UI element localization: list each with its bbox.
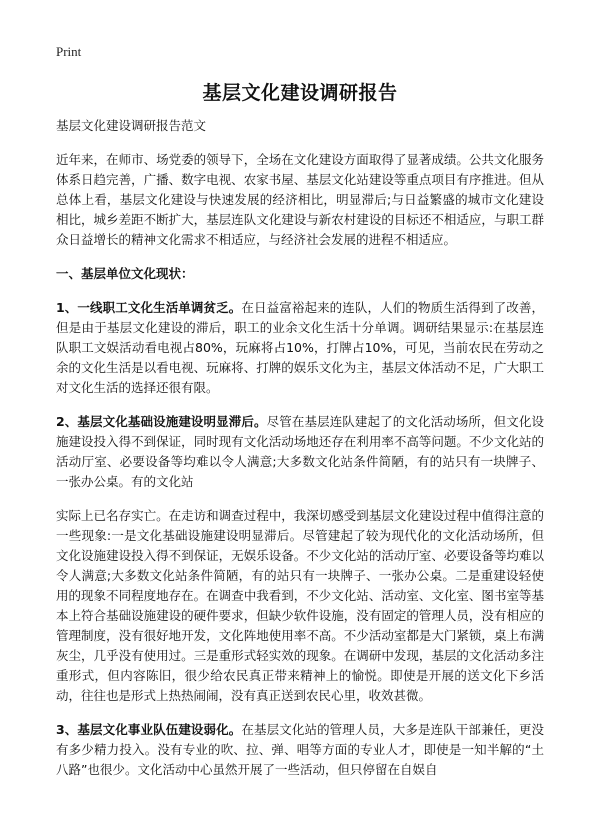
paragraph-3: 实际上已名存实亡。在走访和调查过程中，我深切感受到基层文化建设过程中值得注意的一些现象:一是文化基础设施建设明显滞后。尽管建起了较为现代化的文化活动场所，但文化设施建设投入得不到保证，无娱乐设备。不少文化站的活动厅室、必要设备等均难以令人满意;大多数文化站条件简陋，有的站只有一块牌子、一张办公桌。二是重建设轻使用的现象不同程度地存在。在调查中我看到，不少文化站、活动室、文化室、图书室等基本上符合基础设施建设的硬件要求，但缺少软件设施，没有固定的管理人员，没有相应的管理制度，没有很好地开发，文化阵地使用率不高。不少活动室都是大门紧锁，桌上布满灰尘，几乎没有使用过。三是重形式轻实效的现象。在调研中发现，基层的文化活动多注重形式，但内容陈旧，很少给农民真正带来精神上的愉悦。即使是开展的送文化下乡活动，往往也是形式上热热闹闹，没有真正送到农民心里，收效甚微。 <box>56 508 544 703</box>
print-label: Print <box>56 44 82 59</box>
section-heading: 一、基层单位文化现状： <box>56 266 194 281</box>
paragraph-4-lead: 3、基层文化事业队伍建设弱化。 <box>56 722 242 737</box>
paragraph-1-lead: 1、一线职工文化生活单调贫乏。 <box>56 300 242 315</box>
document-body <box>56 116 544 794</box>
document-title: 基层文化建设调研报告 <box>202 82 398 104</box>
paragraph-2-lead: 2、基层文化基础设施建设明显滞后。 <box>56 414 267 429</box>
paragraph-1 <box>56 298 544 398</box>
document-subtitle: 基层文化建设调研报告范文 <box>56 118 207 133</box>
paragraph-2 <box>56 412 544 492</box>
paragraph-2-body: 尽管在基层连队建起了的文化活动场所，但文化设施建设投入得不到保证，同时现有文化活动场地还存在利用率不高等问题。不少文化站的活动厅室、必要设备等均难以令人满意;大多数文化站条件简陋，有的站只有一块牌子、一张办公桌。有的文化站 <box>56 414 544 489</box>
paragraph-1-body: 在日益富裕起来的连队，人们的物质生活得到了改善，但是由于基层文化建设的滞后，职工的业余文化生活十分单调。调研结果显示:在基层连队职工文娱活动看电视占80%，玩麻将占10%，打牌占10%，可见，当前农民在劳动之余的文化生活是以看电视、玩麻将、打牌的娱乐文化为主，基层文体活动不足，广大职工对文化生活的选择还很有限。 <box>56 300 544 395</box>
paragraph-4 <box>56 720 544 780</box>
paragraph-4-body: 在基层文化站的管理人员，大多是连队干部兼任，更没有多少精力投入。没有专业的吹、拉、弹、唱等方面的专业人才，即使是一知半解的“土八路”也很少。文化活动中心虽然开展了一些活动，但只停留在自娱自 <box>56 722 544 777</box>
intro-paragraph: 近年来，在师市、场党委的领导下，全场在文化建设方面取得了显著成绩。公共文化服务体系日趋完善，广播、数字电视、农家书屋、基层文化站建设等重点项目有序推进。但从总体上看，基层文化建设与快速发展的经济相比，明显滞后;与日益繁盛的城市文化建设相比，城乡差距不断扩大，基层连队文化建设与新农村建设的目标还不相适应，与职工群众日益增长的精神文化需求不相适应，与经济社会发展的进程不相适应。 <box>56 152 544 247</box>
